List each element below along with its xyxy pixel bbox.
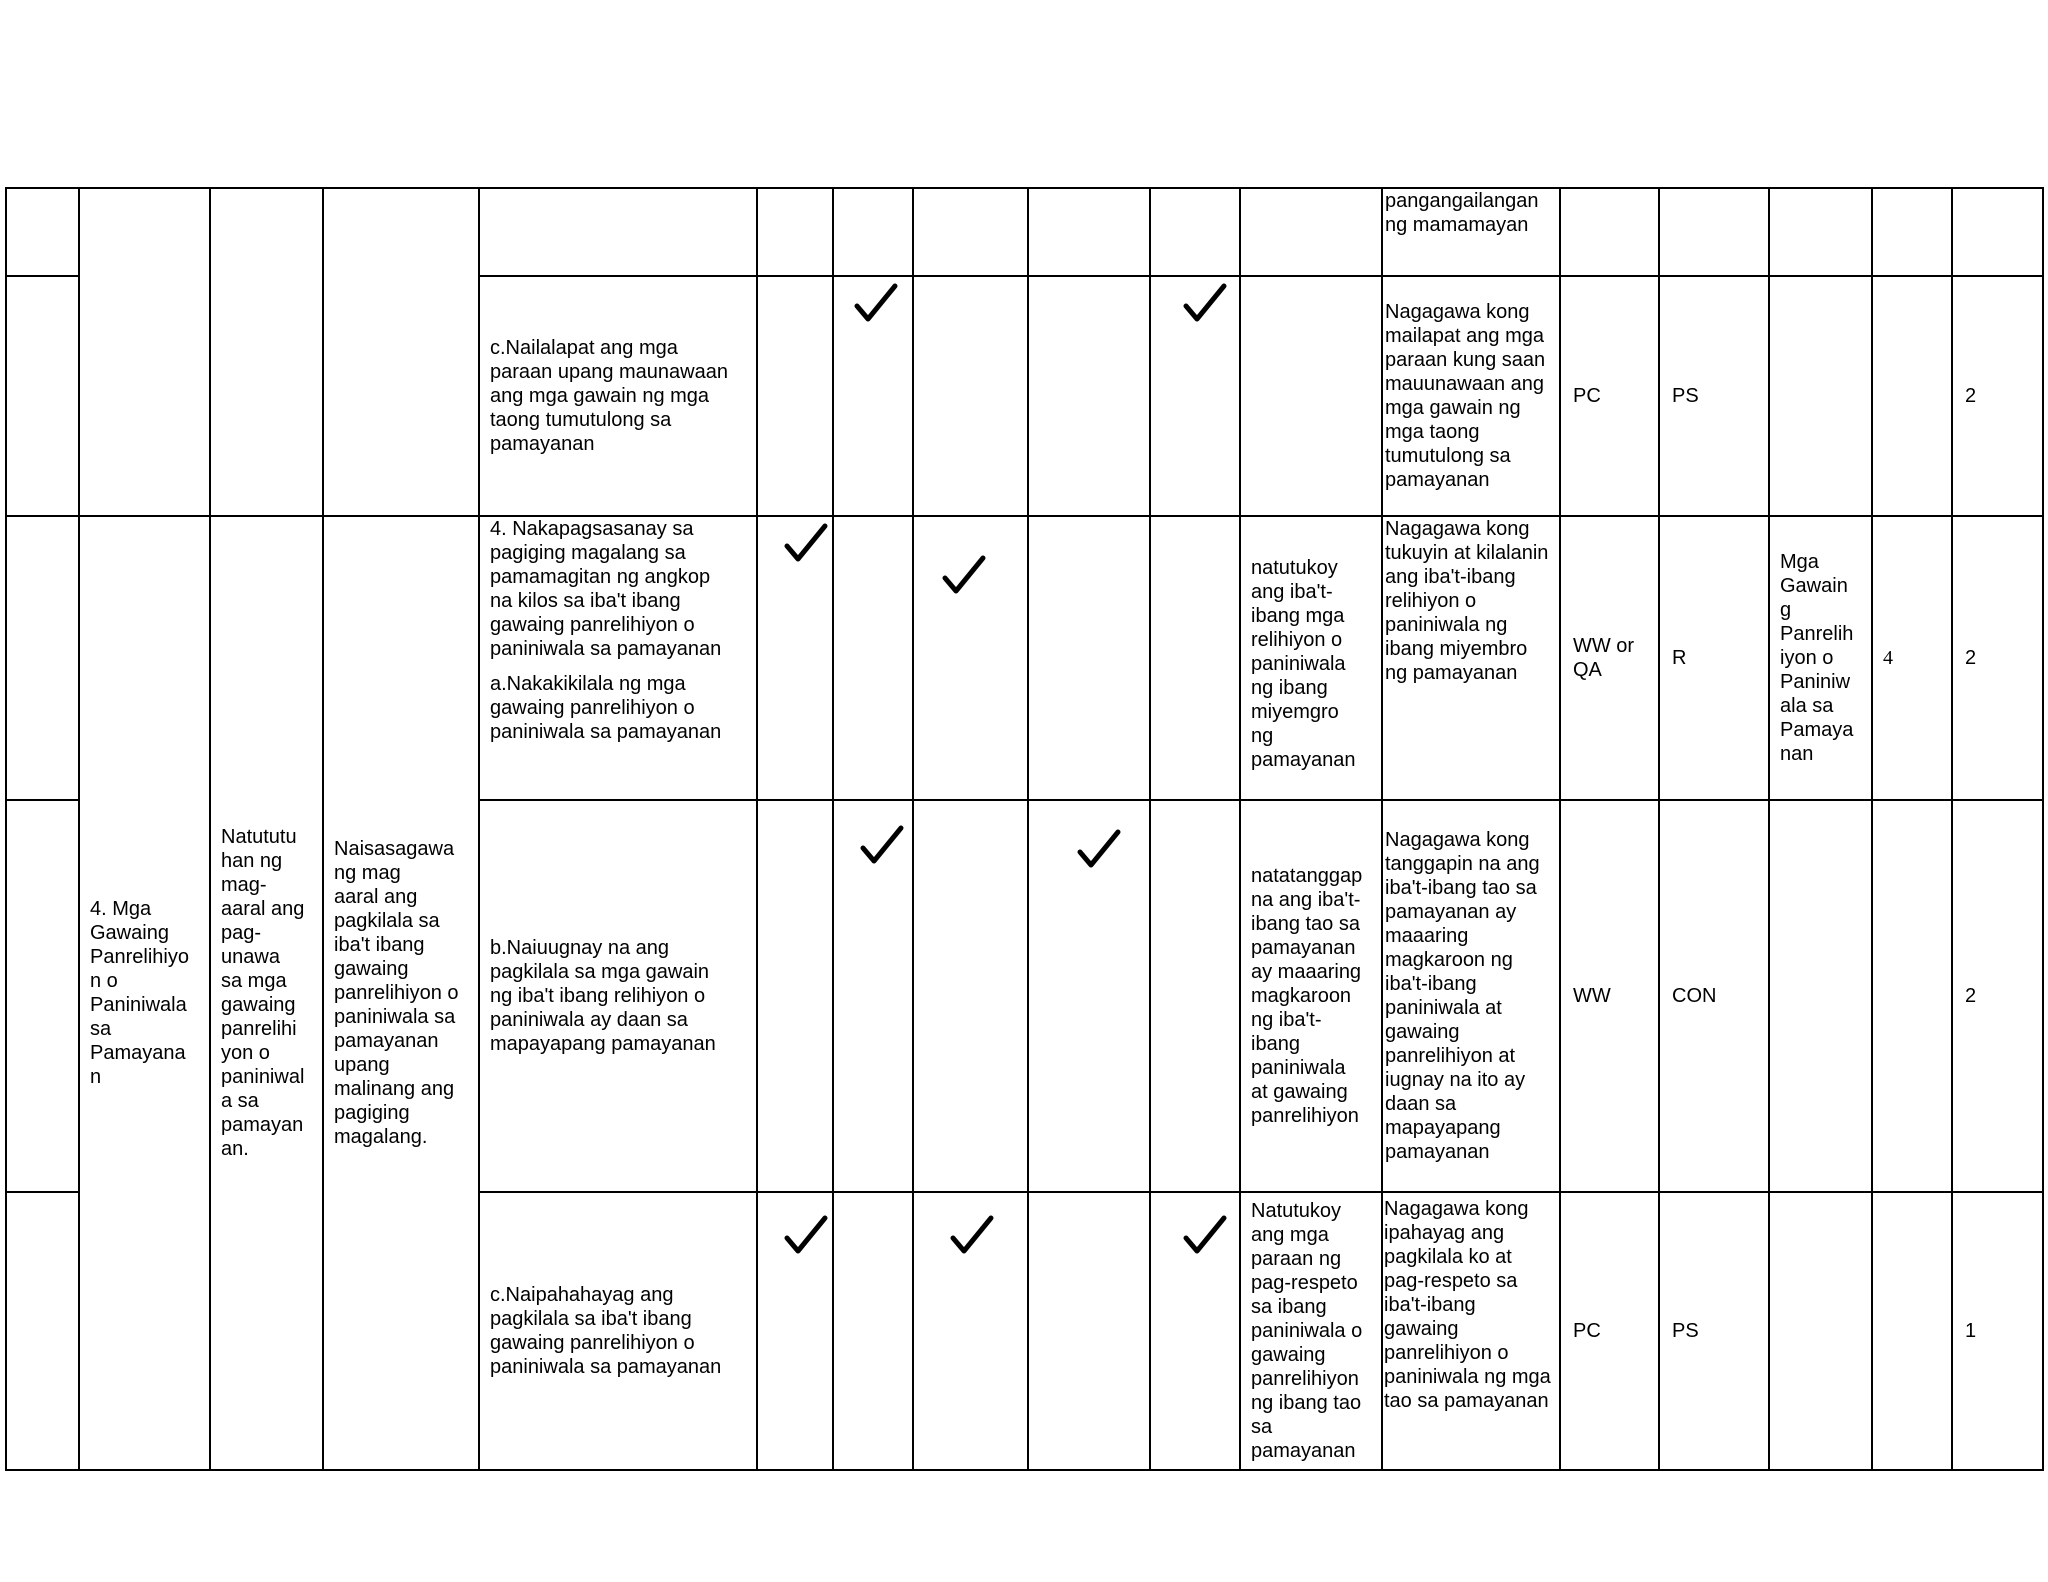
check-mark-icon [854,283,912,323]
competency-cell: c.Naipahahayag ang pagkilala sa iba't ibang gawaing panrelihiyon o paniniwala sa pamayanan [479,1192,757,1470]
competency-sub-text: a.Nakakikilala ng mga gawaing panrelihiyon o paniniwala sa pamayanan [490,673,722,743]
check-mark-icon [1183,283,1239,323]
level-5-cell [1150,800,1240,1192]
can-do-cell: Nagagawa kong tukuyin at kilalanin ang iba't-ibang relihiyon o paniniwala ng ibang miyembro ng pamayanan [1382,516,1560,800]
topic-cell: 4. Mga Gawaing Panrelihiyo n o Paniniwala sa Pamayana n [79,516,210,1470]
assessment-cell: PC [1560,276,1659,516]
level-5-cell [1150,276,1240,516]
code-cell: PS [1659,1192,1769,1470]
performance-cell [323,188,479,516]
check-mark-icon [784,1215,832,1255]
unit-cell [1769,800,1872,1192]
unit-cell: Mga Gawain g Panrelih iyon o Paniniw ala sa Pamaya nan [1769,516,1872,800]
items-cell: 2 [1952,276,2043,516]
objective-cell [210,188,323,516]
level-2-cell [833,1192,913,1470]
level-2-cell [833,800,913,1192]
competency-main-text: 4. Nakapagsasanay sa pagiging magalang sa pamamagitan ng angkop na kilos sa iba't ibang gawaing panrelihiyon o paniniwala sa pamayanan [490,518,722,660]
items-cell: 1 [1952,1192,2043,1470]
row-index-cell [6,276,79,516]
items-cell: 2 [1952,516,2043,800]
code-cell: R [1659,516,1769,800]
competency-cell [479,188,757,276]
performance-cell: Naisasagawa ng mag aaral ang pagkilala sa iba't ibang gawaing panrelihiyon o paniniwala sa pamayanan upang malinang ang pagiging magalang. [323,516,479,1470]
code-cell: PS [1659,276,1769,516]
competency-cell [479,516,757,800]
level-2-cell [833,276,913,516]
curriculum-table [5,187,2044,1471]
weeks-cell [1872,188,1952,276]
check-mark-icon [784,523,832,563]
level-3-cell [913,188,1028,276]
unit-cell [1769,276,1872,516]
level-1-cell [757,188,833,276]
can-do-cell: pangangailangan ng mamamayan [1382,188,1560,276]
weeks-cell [1872,800,1952,1192]
level-1-cell [757,276,833,516]
level-4-cell [1028,276,1150,516]
row-index-cell [6,188,79,276]
items-cell: 2 [1952,800,2043,1192]
behavior-cell: natatanggap na ang iba't- ibang tao sa pamayanan ay maaaring magkaroon ng iba't- ibang paniniwala at gawaing panrelihiyon [1240,800,1382,1192]
check-mark-icon [950,1215,1027,1255]
behavior-cell [1240,276,1382,516]
level-4-cell [1028,188,1150,276]
level-5-cell [1150,188,1240,276]
code-cell [1659,188,1769,276]
level-5-cell [1150,1192,1240,1470]
check-mark-icon [1183,1215,1239,1255]
weeks-cell [1872,1192,1952,1470]
weeks-cell: 4 [1872,516,1952,800]
table-row [6,188,2043,276]
row-index-cell [6,800,79,1192]
level-3-cell [913,800,1028,1192]
level-1-cell [757,800,833,1192]
objective-cell: Natututu han ng mag- aaral ang pag- unawa sa mga gawaing panrelihi yon o paniniwal a sa pamayan an. [210,516,323,1470]
level-3-cell [913,276,1028,516]
behavior-cell: natutukoy ang iba't- ibang mga relihiyon o paniniwala ng ibang miyemgro ng pamayanan [1240,516,1382,800]
behavior-cell: Natutukoy ang mga paraan ng pag-respeto sa ibang paniniwala o gawaing panrelihiyon ng ibang tao sa pamayanan [1240,1192,1382,1470]
level-4-cell [1028,800,1150,1192]
topic-cell [79,188,210,516]
behavior-cell [1240,188,1382,276]
check-mark-icon [1077,829,1149,869]
assessment-cell [1560,188,1659,276]
competency-cell: b.Naiuugnay na ang pagkilala sa mga gawain ng iba't ibang relihiyon o paniniwala ay daan sa mapayapang pamayanan [479,800,757,1192]
level-2-cell [833,188,913,276]
unit-cell [1769,188,1872,276]
row-index-cell [6,1192,79,1470]
items-cell [1952,188,2043,276]
level-4-cell [1028,516,1150,800]
level-2-cell [833,516,913,800]
level-1-cell [757,1192,833,1470]
unit-cell [1769,1192,1872,1470]
level-5-cell [1150,516,1240,800]
competency-cell: c.Nailalapat ang mga paraan upang maunawaan ang mga gawain ng mga taong tumutulong sa pamayanan [479,276,757,516]
row-index-cell [6,516,79,800]
can-do-cell: Nagagawa kong tanggapin na ang iba't-ibang tao sa pamayanan ay maaaring magkaroon ng iba't-ibang paniniwala at gawaing panrelihiyon at iugnay na ito ay daan sa mapayapang pamayanan [1382,800,1560,1192]
level-1-cell [757,516,833,800]
level-4-cell [1028,1192,1150,1470]
assessment-cell: WW [1560,800,1659,1192]
check-mark-icon [860,825,912,865]
code-cell: CON [1659,800,1769,1192]
check-mark-icon [942,555,1027,595]
level-3-cell [913,1192,1028,1470]
level-3-cell [913,516,1028,800]
table-row [6,516,2043,800]
can-do-cell: Nagagawa kong ipahayag ang pagkilala ko at pag-respeto sa iba't-ibang gawaing panrelihiyon o paniniwala ng mga tao sa pamayanan [1382,1192,1560,1470]
weeks-cell [1872,276,1952,516]
assessment-cell: PC [1560,1192,1659,1470]
can-do-cell: Nagagawa kong mailapat ang mga paraan kung saan mauunawaan ang mga gawain ng mga taong tumutulong sa pamayanan [1382,276,1560,516]
assessment-cell: WW or QA [1560,516,1659,800]
